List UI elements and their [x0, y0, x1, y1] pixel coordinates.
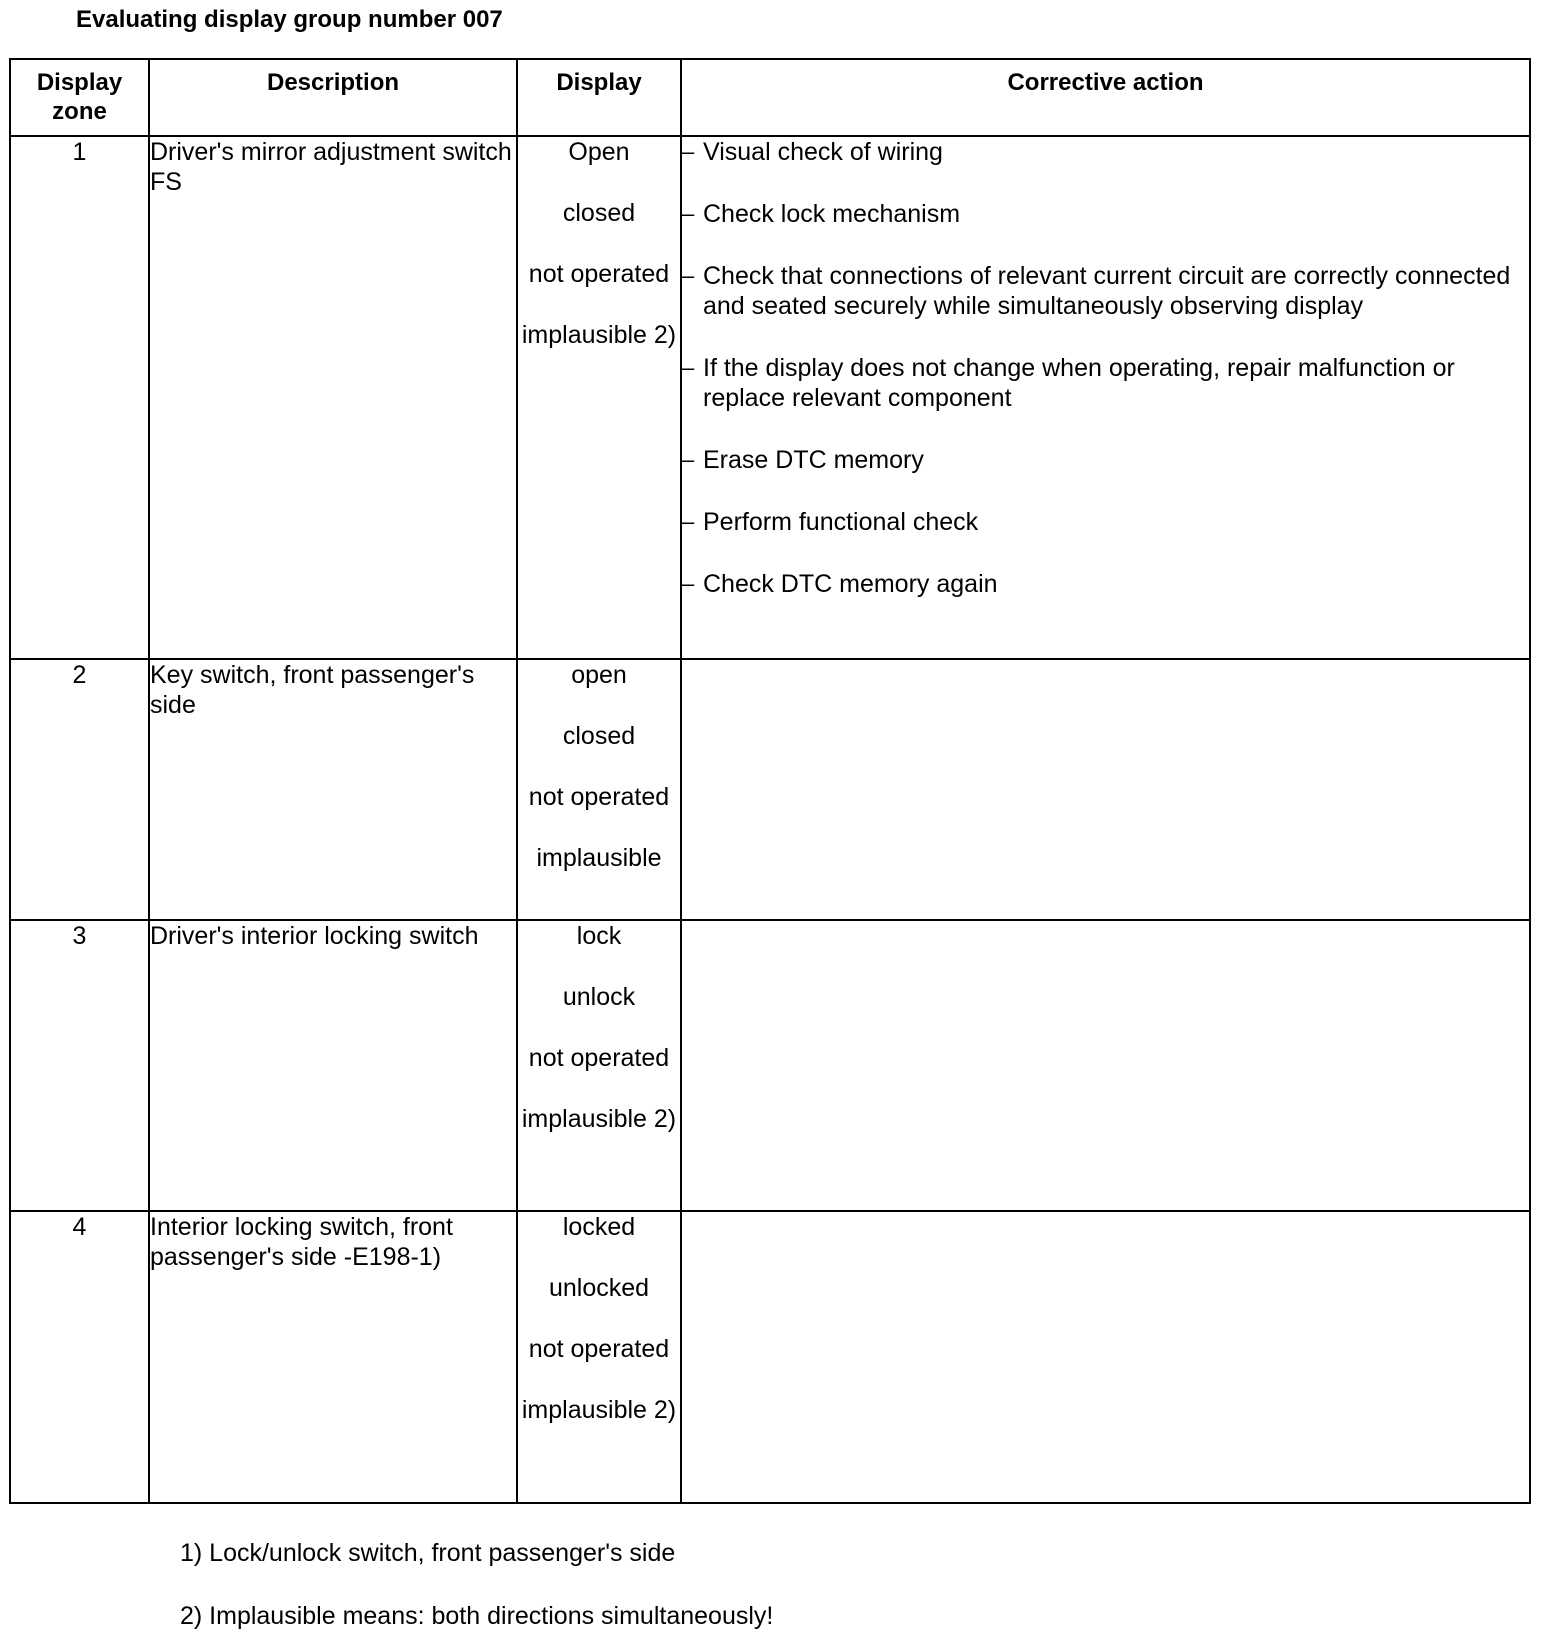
list-item [682, 507, 1529, 537]
display-value: closed [562, 722, 636, 750]
table-row [10, 1211, 1530, 1503]
display-value: unlocked [548, 1274, 650, 1302]
description-cell: Driver's mirror adjustment switch FS [149, 136, 517, 659]
corrective-action-cell [681, 1211, 1530, 1503]
zone-cell: 4 [10, 1211, 149, 1503]
page-title: Evaluating display group number 007 [76, 6, 503, 33]
action-text: Check lock mechanism [703, 200, 961, 228]
display-value: Open [568, 138, 630, 166]
description-cell: Driver's interior locking switch [149, 920, 517, 1211]
display-cell [517, 1211, 681, 1503]
display-value: not operated [528, 1044, 670, 1072]
display-value: implausible 2) [521, 321, 677, 349]
action-text: Perform functional check [703, 508, 979, 536]
action-text: Check that connections of relevant current circuit are correctly connected and seated securely while simultaneously observing display [703, 262, 1511, 320]
display-value: locked [562, 1213, 636, 1241]
table-row [10, 920, 1530, 1211]
display-value: not operated [528, 260, 670, 288]
action-text: Visual check of wiring [703, 138, 943, 166]
dash-icon: – [682, 139, 695, 164]
zone-cell: 2 [10, 659, 149, 920]
header-display: Display [517, 59, 681, 136]
corrective-action-cell [681, 659, 1530, 920]
header-display-zone: Display zone [10, 59, 149, 136]
action-text: If the display does not change when operating, repair malfunction or replace relevant component [703, 354, 1455, 412]
display-value: not operated [528, 783, 670, 811]
corrective-action-cell [681, 136, 1530, 659]
corrective-action-cell [681, 920, 1530, 1211]
action-text: Erase DTC memory [703, 446, 924, 474]
table-row [10, 659, 1530, 920]
dash-icon: – [682, 571, 695, 596]
dash-icon: – [682, 447, 695, 472]
display-value: closed [562, 199, 636, 227]
list-item [682, 261, 1529, 321]
display-value: implausible 2) [521, 1105, 677, 1133]
list-item [682, 137, 1529, 167]
list-item [682, 445, 1529, 475]
display-cell [517, 136, 681, 659]
table-row [10, 136, 1530, 659]
action-text: Check DTC memory again [703, 570, 998, 598]
display-cell [517, 920, 681, 1211]
dash-icon: – [682, 201, 695, 226]
description-cell: Interior locking switch, front passenger's side -E198-1) [149, 1211, 517, 1503]
header-corrective-action: Corrective action [681, 59, 1530, 136]
description-cell: Key switch, front passenger's side [149, 659, 517, 920]
list-item [682, 569, 1529, 599]
display-value: open [571, 661, 627, 689]
display-value: lock [576, 922, 622, 950]
display-cell [517, 659, 681, 920]
list-item [682, 353, 1529, 413]
dash-icon: – [682, 355, 695, 380]
display-value: implausible [536, 844, 662, 872]
header-description: Description [149, 59, 517, 136]
zone-cell: 1 [10, 136, 149, 659]
zone-cell: 3 [10, 920, 149, 1211]
display-value: not operated [528, 1335, 670, 1363]
display-value: implausible 2) [521, 1396, 677, 1424]
list-item [682, 199, 1529, 229]
display-group-table [9, 58, 1531, 1504]
dash-icon: – [682, 263, 695, 288]
dash-icon: – [682, 509, 695, 534]
corrective-action-list [682, 137, 1529, 599]
footnote-2: 2) Implausible means: both directions simultaneously! [180, 1602, 774, 1630]
footnote-1: 1) Lock/unlock switch, front passenger's side [180, 1539, 676, 1567]
display-value: unlock [562, 983, 636, 1011]
table-header-row [10, 59, 1530, 136]
